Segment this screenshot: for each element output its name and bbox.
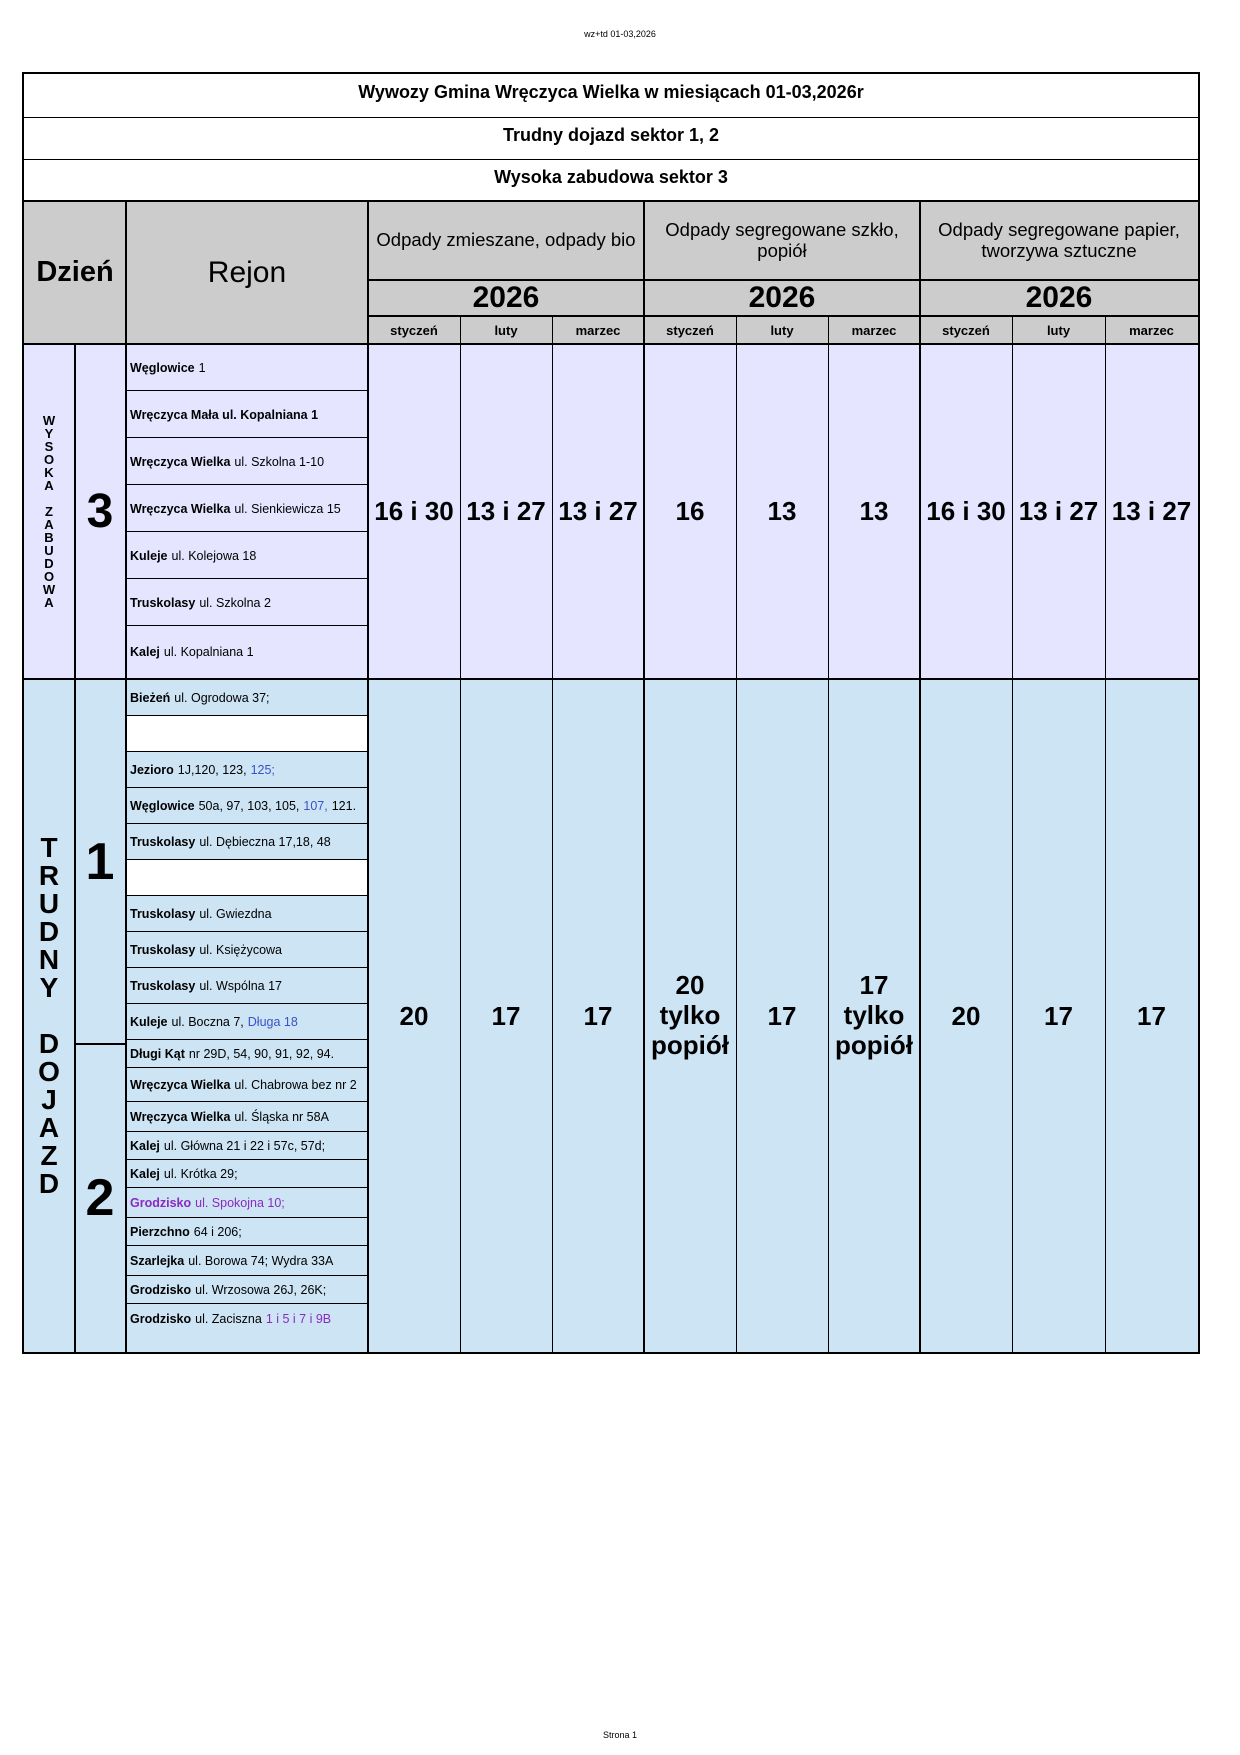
header-year-3: 2026 — [1025, 281, 1093, 314]
location-detail: ul. Wrzosowa 26J, 26K; — [195, 1283, 327, 1297]
date-cell: 13 i 27 — [466, 496, 546, 526]
header-month: luty — [770, 323, 794, 338]
location-row — [126, 438, 368, 485]
location-name: Truskolasy — [130, 835, 196, 849]
location-name: Kuleje — [130, 548, 168, 563]
location-row — [126, 968, 368, 1004]
header-category-glass: Odpady segregowane szkło, popiół — [665, 218, 899, 261]
location-name: Kalej — [130, 1139, 160, 1153]
location-name: Wręczyca Mała ul. Kopalniana 1 — [130, 407, 319, 422]
date-cell: 20 tylko popiół — [651, 970, 729, 1060]
location-row — [126, 345, 368, 391]
location-detail: ul. Chabrowa bez nr 2 — [234, 1078, 357, 1092]
location-name: Kalej — [130, 1167, 160, 1181]
location-detail: 50a, 97, 103, 105, — [198, 799, 300, 813]
location-extra: 107, — [303, 799, 328, 813]
location-name: Bieżeń — [130, 691, 171, 705]
location-row — [126, 824, 368, 860]
sector-3-number: 3 — [86, 485, 114, 538]
location-name: Jezioro — [130, 763, 174, 777]
location-name: Szarlejka — [130, 1254, 185, 1268]
location-row — [126, 626, 368, 678]
header-region: Rejon — [207, 255, 287, 289]
location-detail: ul. Kolejowa 18 — [171, 548, 257, 563]
location-row — [126, 1276, 368, 1304]
date-cell: 13 i 27 — [1018, 496, 1099, 526]
date-cell: 17 tylko popiół — [835, 970, 913, 1060]
location-row — [126, 1188, 368, 1218]
header-category-mixed: Odpady zmieszane, odpady bio — [376, 229, 636, 251]
location-detail: ul. Boczna 7, — [171, 1015, 244, 1029]
location-detail: nr 29D, 54, 90, 91, 92, 94. — [188, 1047, 335, 1061]
location-detail: ul. Krótka 29; — [163, 1167, 238, 1181]
location-name: Truskolasy — [130, 979, 196, 993]
location-row — [126, 1246, 368, 1276]
date-cell: 17 — [767, 1000, 797, 1031]
date-cell: 16 i 30 — [374, 496, 454, 526]
header-month: styczeń — [942, 323, 990, 338]
location-name: Grodzisko — [130, 1196, 192, 1210]
location-name: Truskolasy — [130, 943, 196, 957]
location-row — [126, 896, 368, 932]
location-name: Węglowice — [130, 799, 195, 813]
sector-2-number: 2 — [85, 1169, 115, 1227]
location-row — [126, 860, 368, 896]
zone-hard-label: T R U D N Y D O J A Z D — [38, 832, 60, 1199]
header-year-2: 2026 — [748, 281, 816, 314]
location-row — [126, 716, 368, 752]
location-detail: ul. Śląska nr 58A — [234, 1110, 329, 1124]
location-detail: ul. Kopalniana 1 — [163, 645, 254, 659]
title-hard-access: Trudny dojazd sektor 1, 2 — [502, 125, 720, 145]
title-main: Wywozy Gmina Wręczyca Wielka w miesiącach 01-03,2026r — [358, 82, 864, 102]
location-name: Wręczyca Wielka — [130, 454, 231, 469]
header-month: styczeń — [390, 323, 438, 338]
schedule-table — [22, 72, 1200, 1354]
location-name: Wręczyca Wielka — [130, 501, 231, 516]
location-detail: 64 i 206; — [193, 1225, 242, 1239]
location-name: Truskolasy — [130, 595, 196, 610]
date-cell: 13 — [767, 496, 797, 526]
location-row — [126, 1004, 368, 1040]
location-row — [126, 485, 368, 532]
location-name: Kalej — [130, 645, 160, 659]
location-name: Wręczyca Wielka — [130, 1078, 231, 1092]
location-row — [126, 1160, 368, 1188]
zone-high-label: W Y S O K A Z A B U D O W A — [42, 413, 56, 610]
location-detail: 1 — [198, 361, 206, 375]
location-detail: ul. Szkolna 2 — [199, 595, 271, 610]
location-detail: 1J,120, 123, — [177, 763, 247, 777]
header-day: Dzień — [36, 256, 114, 288]
location-detail: ul. Ogrodowa 37; — [174, 691, 270, 705]
date-cell: 20 — [399, 1000, 429, 1031]
date-cell: 17 — [1137, 1000, 1166, 1031]
date-cell: 17 — [1044, 1000, 1073, 1031]
location-detail: ul. Zaciszna — [195, 1312, 262, 1326]
date-cell: 20 — [951, 1000, 981, 1031]
location-row — [126, 391, 368, 438]
location-row — [126, 752, 368, 788]
header-month: marzec — [1129, 323, 1174, 338]
date-cell: 16 — [675, 496, 705, 526]
location-row — [126, 1304, 368, 1334]
location-row — [126, 680, 368, 716]
date-cell: 13 i 27 — [558, 496, 638, 526]
location-row — [126, 1218, 368, 1246]
location-extra: 1 i 5 i 7 i 9B — [265, 1312, 332, 1326]
location-detail: ul. Sienkiewicza 15 — [234, 501, 341, 516]
location-detail: ul. Gwiezdna — [199, 907, 272, 921]
location-name: Truskolasy — [130, 907, 196, 921]
location-row — [126, 1068, 368, 1102]
location-name: Węglowice — [130, 361, 195, 375]
location-detail: ul. Spokojna 10; — [195, 1196, 285, 1210]
header-category-paper: Odpady segregowane papier, tworzywa sztuczne — [938, 218, 1180, 261]
location-detail: ul. Główna 21 i 22 i 57c, 57d; — [163, 1139, 326, 1153]
location-extra: Długa 18 — [247, 1015, 298, 1029]
location-row — [126, 1132, 368, 1160]
date-cell: 13 i 27 — [1111, 496, 1192, 526]
location-name: Grodzisko — [130, 1283, 192, 1297]
header-month: styczeń — [666, 323, 714, 338]
title-high-building: Wysoka zabudowa sektor 3 — [494, 167, 728, 187]
header-month: marzec — [851, 323, 897, 338]
sector-1-number: 1 — [85, 833, 115, 891]
location-detail: ul. Księżycowa — [199, 943, 283, 957]
location-row — [126, 1040, 368, 1068]
location-row — [126, 532, 368, 579]
header-month: marzec — [575, 323, 621, 338]
location-detail: ul. Borowa 74; Wydra 33A — [188, 1254, 334, 1268]
location-tail: 121. — [331, 799, 357, 813]
header-year-1: 2026 — [472, 281, 540, 314]
location-row — [126, 788, 368, 824]
location-name: Długi Kąt — [130, 1047, 185, 1061]
header-month: luty — [1046, 323, 1071, 338]
page-footer: Strona 1 — [602, 1730, 638, 1740]
header-month: luty — [494, 323, 518, 338]
date-cell: 13 — [859, 496, 889, 526]
location-name: Pierzchno — [130, 1225, 190, 1239]
location-name: Wręczyca Wielka — [130, 1110, 231, 1124]
location-name: Grodzisko — [130, 1312, 192, 1326]
location-detail: ul. Wspólna 17 — [199, 979, 283, 993]
page-header: wz+td 01-03,2026 — [584, 29, 656, 39]
location-row — [126, 1102, 368, 1132]
date-cell: 17 — [491, 1000, 521, 1031]
date-cell: 16 i 30 — [926, 496, 1006, 526]
location-name: Kuleje — [130, 1015, 168, 1029]
location-detail: ul. Dębieczna 17,18, 48 — [199, 835, 331, 849]
location-detail: ul. Szkolna 1-10 — [234, 454, 325, 469]
location-row — [126, 932, 368, 968]
location-extra: 125; — [250, 763, 275, 777]
location-row — [126, 579, 368, 626]
date-cell: 17 — [583, 1000, 613, 1031]
